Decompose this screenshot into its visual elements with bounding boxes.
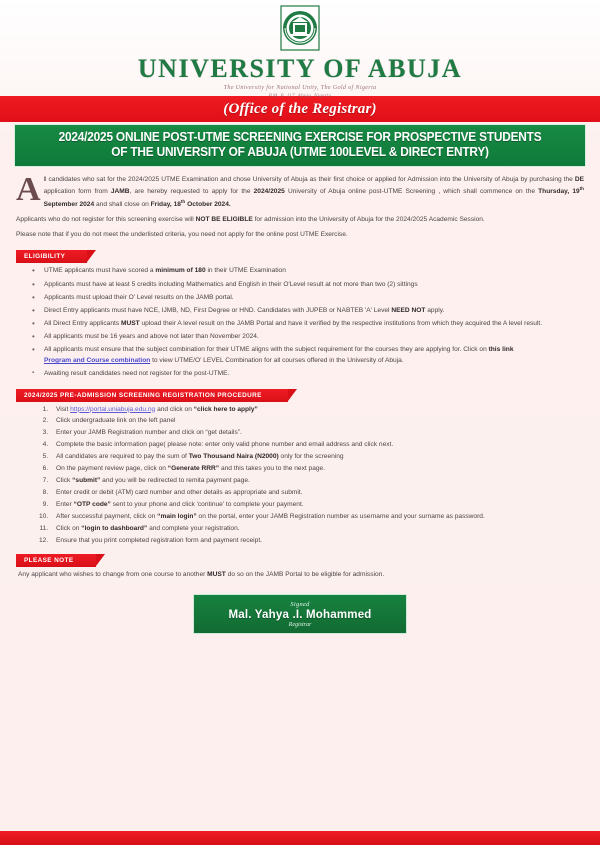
eligibility-3-b: apply. <box>425 306 445 314</box>
step-6-c: and you will be redirected to remita payment page. <box>100 477 250 485</box>
list-item <box>50 464 584 475</box>
list-item <box>22 319 584 330</box>
step-10-c: and complete your registration. <box>147 524 240 532</box>
intro-p1-a: ll candidates who sat for the 2024/2025 UTME Examination and chose University of Abuja as their first choice or applied for Admission into the University of Abuja by purchasing the <box>43 175 575 183</box>
step-9-c: on the portal, enter your JAMB Registration number as username and your surname as password. <box>196 512 485 520</box>
step-11-a: Ensure that you print completed registration form and payment receipt. <box>56 536 262 544</box>
step-2-a: Enter your JAMB Registration number and click on “get details”. <box>56 429 242 437</box>
eligibility-subject-a: All applicants must ensure that the subject combination for their UTME aligns with the subject requirement for the courses they are applying for. Click on <box>44 346 489 354</box>
registrar-office-bar <box>0 96 600 122</box>
procedure-ribbon: 2024/2025 PRE-ADMISSION SCREENING REGISTRATION PROCEDURE <box>16 389 288 402</box>
note-bold: MUST <box>207 570 226 578</box>
please-note-ribbon: PLEASE NOTE <box>16 554 96 567</box>
step-6-bold: “submit” <box>72 477 101 485</box>
step-4-bold: Two Thousand Naira (N2000) <box>188 453 279 461</box>
title-banner <box>14 124 586 167</box>
eligibility-0-b: in their UTME Examination <box>205 267 286 275</box>
eligibility-subject-bold: this link <box>488 346 514 354</box>
page-header <box>0 0 600 99</box>
intro-p1-b: application form from <box>43 188 111 196</box>
list-item <box>22 293 584 304</box>
step-8-c: sent to your phone and click 'continue' to complete your payment. <box>110 501 304 508</box>
eligibility-ribbon: ELIGIBILITY <box>16 250 87 263</box>
intro-de: DE <box>574 175 584 183</box>
intro-paragraph-1 <box>16 170 584 211</box>
list-item <box>50 476 584 487</box>
eligibility-0-a: UTME applicants must have scored a <box>44 267 156 275</box>
step-9-a: After successful payment, click on <box>56 512 158 520</box>
list-item <box>50 452 584 463</box>
step-1-a: Click undergraduate link on the left panel <box>56 417 176 425</box>
list-item <box>50 428 584 439</box>
intro-paragraph-3: Please note that if you do not meet the underlisted criteria, you need not apply for the online post UTME Exercise. <box>16 230 348 238</box>
drop-cap: A <box>16 170 41 208</box>
step-10-bold: “login to dashboard” <box>81 524 148 532</box>
intro-p1-d: University of Abuja online post-UTME Screening , which shall commence on the <box>284 188 539 196</box>
list-item <box>50 512 584 523</box>
eligibility-3-bold: NEED NOT <box>391 306 426 314</box>
list-item <box>50 536 584 547</box>
title-line-1: 2024/2025 ONLINE POST-UTME SCREENING EXERCISE FOR PROSPECTIVE STUDENTS <box>58 130 542 144</box>
list-item <box>22 345 584 366</box>
signature-box <box>193 594 406 634</box>
step-8-bold: “OTP code” <box>73 501 111 508</box>
step-8-a: Enter <box>56 501 74 508</box>
intro-p1-e: and shall close on <box>94 201 151 209</box>
signed-label: Signed <box>290 601 310 609</box>
eligibility-5-a: All applicants must be 16 years and above not later than November 2024. <box>44 333 259 341</box>
eligibility-4-a: All Direct Entry applicants <box>44 320 121 328</box>
university-crest-icon <box>277 5 323 55</box>
note-b: do so on the JAMB Portal to be eligible for admission. <box>225 570 385 578</box>
eligibility-3-a: Direct Entry applicants must have NCE, IJMB, ND, First Degree or HND. Candidates with JUPEB or NABTEB 'A' Level <box>44 306 392 314</box>
intro-p2-b: for admission into the University of Abuja for the 2024/2025 Academic Session. <box>252 216 485 224</box>
intro-p2-a: Applicants who do not register for this screening exercise will <box>16 216 196 224</box>
list-item <box>50 500 584 511</box>
university-address: P.M. B. 117, Abuja, Nigeria <box>268 93 332 99</box>
procedure-steps-list <box>50 405 584 547</box>
step-4-c: only for the screening <box>278 453 344 461</box>
title-line-2: OF THE UNIVERSITY OF ABUJA (UTME 100LEVEL & DIRECT ENTRY) <box>111 144 489 159</box>
intro-section <box>16 170 584 241</box>
step-4-a: All candidates are required to pay the sum of <box>56 453 189 461</box>
list-item <box>50 488 584 499</box>
intro-start-date: Thursday, 19 <box>538 188 580 196</box>
please-note-text <box>18 570 584 581</box>
list-item <box>22 280 584 291</box>
eligibility-2-a: Applicants must upload their O' Level results on the JAMB portal. <box>44 293 234 301</box>
eligibility-0-bold: minimum of 180 <box>155 267 206 275</box>
eligibility-subject-b: to view UTME/O' LEVEL Combination for all courses offered in the University of Abuja. <box>150 357 404 365</box>
note-a: Any applicant who wishes to change from one course to another <box>18 570 208 578</box>
step-6-a: Click <box>56 477 73 485</box>
step-0-b: and click on <box>155 405 194 413</box>
list-item <box>50 405 584 416</box>
intro-end-sup: th <box>180 199 186 205</box>
program-course-combination-link[interactable]: Program and Course combination <box>44 357 151 365</box>
list-item <box>50 524 584 535</box>
eligibility-4-b: upload their A level result on the JAMB Portal and have it verified by the respective institutions from which they acquired the A level result. <box>139 320 543 328</box>
university-name: UNIVERSITY OF ABUJA <box>137 54 463 83</box>
university-motto: The University for National Unity, The Gold of Nigeria <box>223 84 377 91</box>
eligibility-list <box>22 266 584 380</box>
list-item <box>22 369 584 380</box>
intro-paragraph-2 <box>16 215 584 226</box>
list-item <box>22 266 584 277</box>
title-banner-wrapper <box>0 122 600 167</box>
list-item <box>22 306 584 317</box>
step-9-bold: “main login” <box>157 512 197 520</box>
step-5-bold: “Generate RRR” <box>167 465 220 473</box>
step-10-a: Click on <box>56 524 82 532</box>
registrar-name: Mal. Yahya .I. Mohammed <box>228 609 372 622</box>
registrar-role: Registrar <box>288 622 312 629</box>
step-3-a: Complete the basic information page( please note: enter only valid phone number and email address and click next. <box>56 441 394 449</box>
intro-session: 2024/2025 <box>253 188 285 196</box>
not-be-eligible: NOT BE ELIGIBLE <box>195 216 253 224</box>
eligibility-1-a: Applicants must have at least 5 credits including Mathematics and English in their O'Level result at not more than two (2) sittings <box>44 280 418 288</box>
intro-start-sup: th <box>579 186 584 192</box>
intro-end-rest: October 2024. <box>185 201 231 209</box>
registrar-office-label: (Office of the Registrar) <box>223 100 377 117</box>
list-item <box>22 332 584 343</box>
intro-p1-c: , are hereby requested to apply for the <box>129 188 254 196</box>
intro-jamb: JAMB <box>110 188 130 196</box>
step-0-a: Visit <box>56 405 71 413</box>
eligibility-4-bold: MUST <box>120 320 140 328</box>
signature-section <box>16 594 584 634</box>
list-item <box>50 416 584 427</box>
step-0-bold: “click here to apply” <box>193 405 258 413</box>
step-5-c: and this takes you to the next page. <box>219 465 326 473</box>
eligibility-last: Awaiting result candidates need not register for the post-UTME. <box>44 370 230 378</box>
intro-start-rest: September 2024 <box>43 201 95 209</box>
bottom-red-bar <box>0 831 600 845</box>
list-item <box>50 440 584 451</box>
portal-url-link[interactable]: https://portal.uniabuja.edu.ng <box>70 405 156 413</box>
intro-end-date: Friday, 18 <box>150 201 181 209</box>
step-7-a: Enter credit or debit (ATM) card number and other details as appropriate and submit. <box>56 489 303 497</box>
step-5-a: On the payment review page, click on <box>56 465 168 473</box>
poster-body <box>0 167 600 635</box>
